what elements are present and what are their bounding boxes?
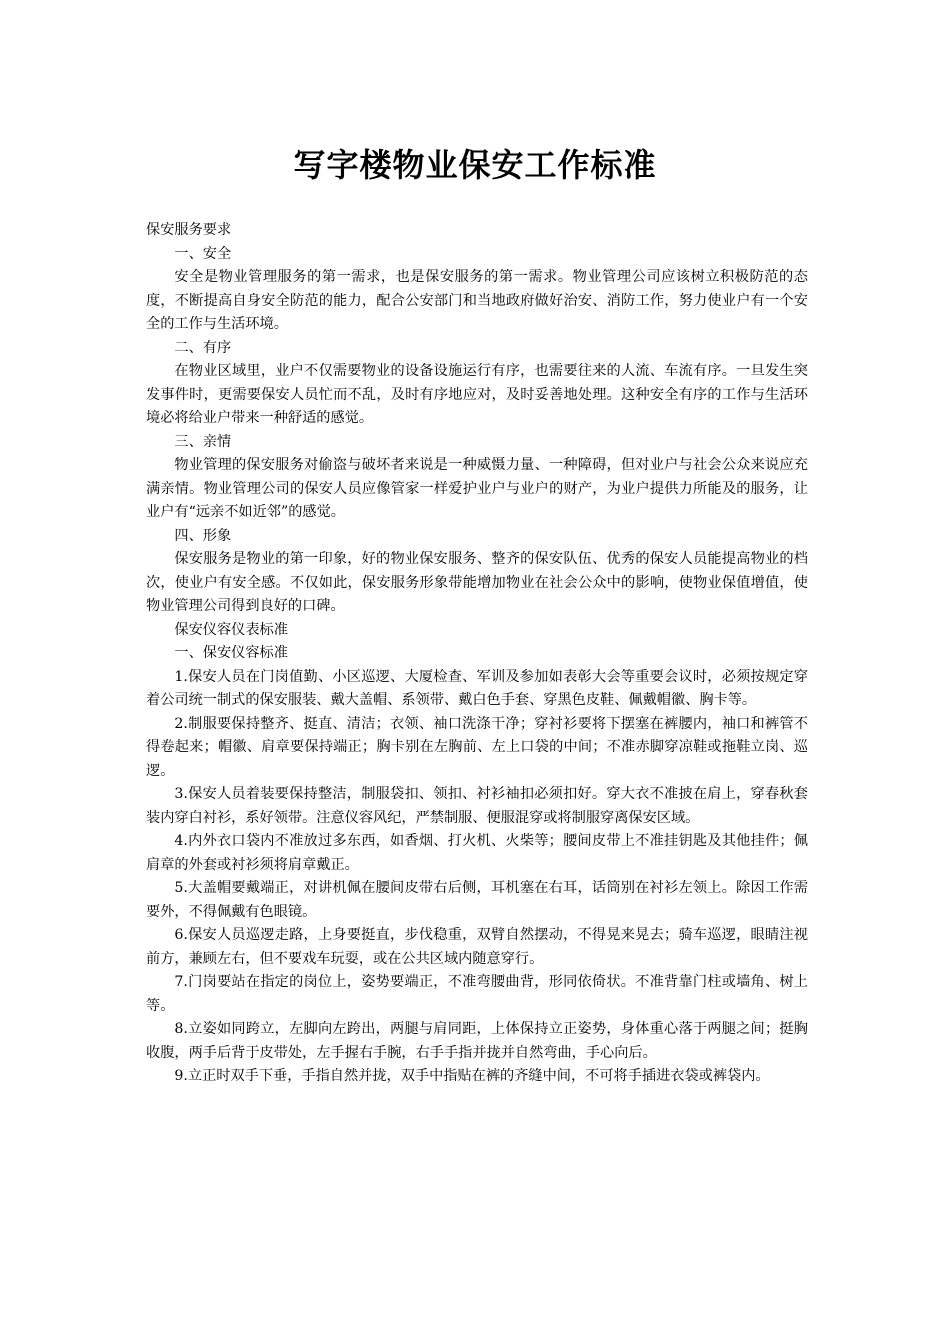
list-item: 2.制服要保持整齐、挺直、清洁；衣领、袖口洗涤干净；穿衬衫要将下摆塞在裤腰内，袖口和裤管不得卷起来；帽徽、肩章要保持端正；胸卡别在左胸前、左上口袋的中间；不准赤脚穿凉鞋或拖鞋立岗、巡逻。	[146, 715, 808, 779]
section-heading: 保安服务要求	[146, 222, 232, 238]
subsection-heading: 一、保安仪容标准	[174, 645, 288, 661]
list-item: 4.内外衣口袋内不准放过多东西，如香烟、打火机、火柴等；腰间皮带上不准挂钥匙及其他挂件；佩肩章的外套或衬衫须将肩章戴正。	[146, 833, 808, 873]
list-item: 9.立正时双手下垂，手指自然并拢，双手中指贴在裤的齐缝中间，不可将手插进衣袋或裤袋内。	[174, 1068, 770, 1084]
body-paragraph: 在物业区域里，业户不仅需要物业的设备设施运行有序，也需要往来的人流、车流有序。一旦发生突发事件时，更需要保安人员忙而不乱，及时有序地应对，及时妥善地处理。这种安全有序的工作与生活环境必将给业户带来一种舒适的感觉。	[146, 363, 808, 426]
list-item: 7.门岗要站在指定的岗位上，姿势要端正，不准弯腰曲背，形同依倚状。不准背靠门柱或墙角、树上等。	[146, 974, 808, 1014]
list-item: 8.立姿如同跨立，左脚向左跨出，两腿与肩同距，上体保持立正姿势，身体重心落于两腿之间；挺胸收腹，两手后背于皮带处，左手握右手腕，右手手指并拢并自然弯曲，手心向后。	[146, 1021, 808, 1061]
list-item: 3.保安人员着装要保持整洁，制服袋扣、领扣、衬衫袖扣必须扣好。穿大衣不准披在肩上，穿春秋套装内穿白衬衫，系好领带。注意仪容风纪，严禁制服、便服混穿或将制服穿离保安区域。	[146, 786, 808, 826]
list-item: 6.保安人员巡逻走路，上身要挺直，步伐稳重，双臂自然摆动，不得晃来晃去；骑车巡逻，眼睛注视前方，兼顾左右，但不要戏车玩耍，或在公共区域内随意穿行。	[146, 927, 808, 967]
body-paragraph: 安全是物业管理服务的第一需求，也是保安服务的第一需求。物业管理公司应该树立积极防范的态度，不断提高自身安全防范的能力，配合公安部门和当地政府做好治安、消防工作，努力使业户有一个安全的工作与生活环境。	[146, 269, 808, 332]
body-paragraph: 物业管理的保安服务对偷盗与破坏者来说是一种威慑力量、一种障碍，但对业户与社会公众来说应充满亲情。物业管理公司的保安人员应像管家一样爱护业户与业户的财产，为业户提供力所能及的服务，让业户有“远亲不如近邻”的感觉。	[146, 457, 808, 520]
document-title: 写字楼物业保安工作标准	[293, 146, 657, 184]
document-body	[146, 219, 808, 1089]
list-item: 5.大盖帽要戴端正，对讲机佩在腰间皮带右后侧，耳机塞在右耳，话筒别在衬衫左领上。除因工作需要外，不得佩戴有色眼镜。	[146, 880, 808, 920]
section-heading: 保安仪容仪表标准	[174, 621, 288, 638]
subsection-heading: 三、亲情	[174, 433, 232, 450]
subsection-heading: 四、形象	[174, 527, 232, 544]
subsection-heading: 二、有序	[174, 339, 232, 356]
body-paragraph: 保安服务是物业的第一印象，好的物业保安服务、整齐的保安队伍、优秀的保安人员能提高物业的档次，使业户有安全感。不仅如此，保安服务形象带能增加物业在社会公众中的影响，使物业保值增值，使物业管理公司得到良好的口碑。	[146, 551, 808, 614]
list-item: 1.保安人员在门岗值勤、小区巡逻、大厦检查、军训及参加如表彰大会等重要会议时，必须按规定穿着公司统一制式的保安服装、戴大盖帽、系领带、戴白色手套、穿黑色皮鞋、佩戴帽徽、胸卡等。	[146, 668, 808, 708]
subsection-heading: 一、安全	[174, 245, 232, 262]
